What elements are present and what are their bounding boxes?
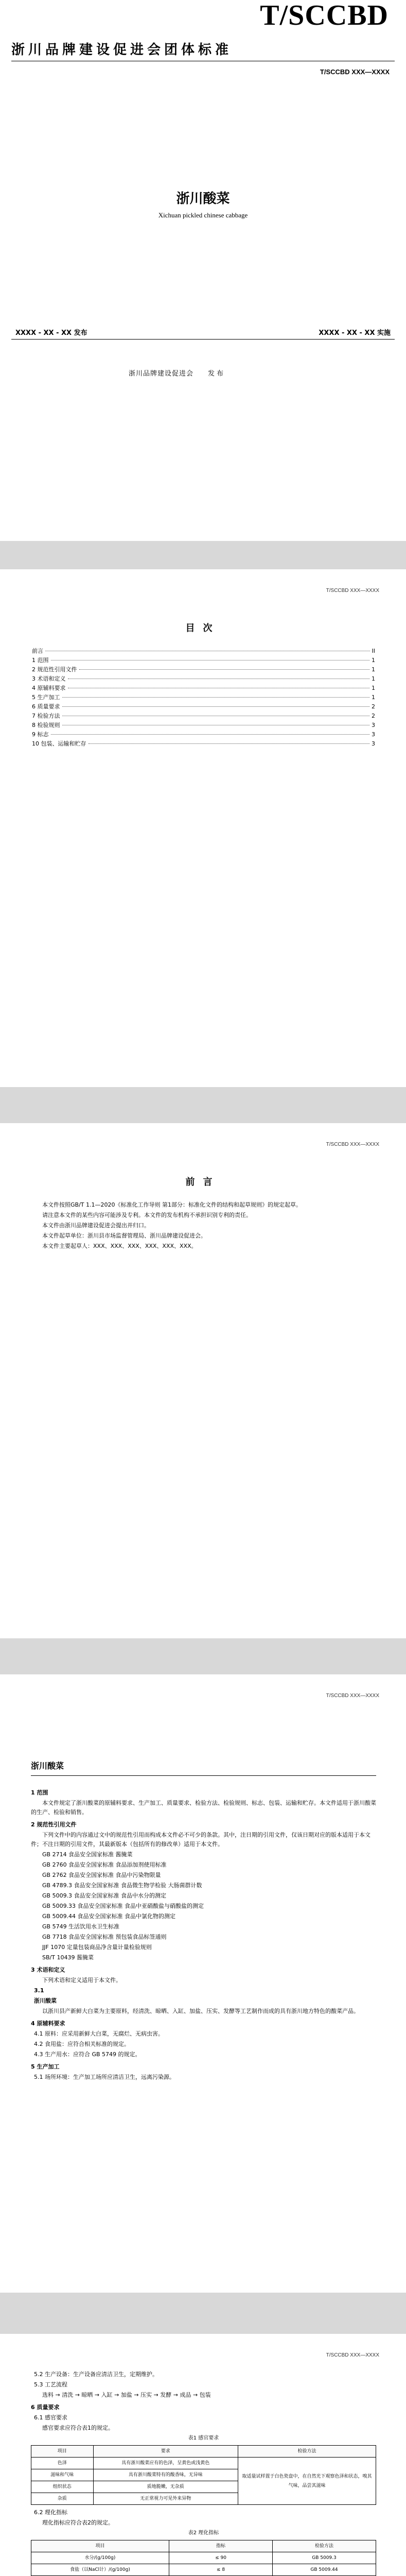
table-row: 食盐（以NaCl计）/(g/100g) ≤ 8 GB 5009.44 [31, 2564, 376, 2576]
toc-item[interactable]: 10 包装、运输和贮存 3 [32, 740, 375, 747]
table-caption: 表2 理化指标 [188, 2530, 219, 2536]
body-section-list [31, 2370, 376, 2576]
reference-item: GB 2714 食品安全国家标准 酱腌菜 [42, 1851, 133, 1858]
toc-page [0, 569, 406, 1087]
toc-item[interactable]: 1 范围 1 [32, 657, 375, 664]
toc-item[interactable]: 9 标志 3 [32, 731, 375, 738]
section-text: 本文件规定了浙川酸菜的原辅料要求、生产加工、质量要求、检验方法、检验规则、标志、包装、运输和贮存。本文件适用于浙川酸菜的生产、检验和销售。 [31, 1800, 376, 1816]
standard-number: T/SCCBD XXX—XXXX [320, 68, 390, 76]
reference-item: GB 4789.3 食品安全国家标准 食品微生物学检验 大肠菌群计数 [42, 1882, 202, 1889]
term-number: 3.1 [34, 1987, 44, 1994]
toc-item[interactable]: 3 术语和定义 1 [32, 675, 375, 682]
physicochemical-table [31, 2540, 376, 2576]
table-row: 水分/(g/100g) ≤ 90 GB 5009.3 [31, 2552, 376, 2564]
running-header: T/SCCBD XXX—XXXX [326, 588, 379, 594]
issuer-line [129, 368, 225, 378]
running-header: T/SCCBD XXX—XXXX [326, 1142, 379, 1147]
section-text: 理化指标应符合表2的规定。 [42, 2519, 114, 2526]
foreword-paragraph: 请注意本文件的某些内容可能涉及专利。本文件的发布机构不承担识别专利的责任。 [42, 1212, 252, 1218]
issuer-name: 浙川品牌建设促进会 [129, 370, 194, 378]
reference-item: GB 5749 生活饮用水卫生标准 [42, 1923, 120, 1930]
section-heading: 1 范围 [31, 1789, 48, 1796]
table-row: 组织状态 质地脆嫩，无杂质 [31, 2481, 376, 2493]
toc-item[interactable]: 7 检验方法 2 [32, 713, 375, 719]
toc-item[interactable]: 6 质量要求 2 [32, 703, 375, 710]
body-section-list [31, 1785, 376, 2083]
process-flow: 选料 → 清洗 → 晾晒 → 入缸 → 加盐 → 压实 → 发酵 → 成品 → 包装 [42, 2392, 211, 2398]
toc-heading: 目次 [185, 623, 221, 634]
foreword-paragraph: 本文件主要起草人：XXX、XXX、XXX、XXX、XXX、XXX。 [42, 1243, 197, 1249]
body-page-2 [0, 2334, 406, 2576]
reference-item: GB 5009.44 食品安全国家标准 食品中氯化物的测定 [42, 1913, 176, 1920]
toc-item[interactable]: 前言 II [32, 648, 375, 654]
document-title-en: Xichuan pickled chinese cabbage [158, 211, 248, 219]
toc-item[interactable]: 8 检验规则 3 [32, 722, 375, 728]
clause-item: 5.1 场所环境：生产加工场所应清洁卫生，远离污染源。 [34, 2074, 175, 2080]
title-rule [31, 1775, 376, 1776]
document-title: 浙川酸菜 [176, 191, 230, 207]
running-header: T/SCCBD XXX—XXXX [326, 2352, 379, 2358]
term-name: 浙川酸菜 [34, 1997, 57, 2004]
foreword-paragraph: 本文件按照GB/T 1.1—2020《标准化工作导则 第1部分：标准化文件的结构和起草规则》的规定起草。 [42, 1201, 302, 1208]
toc-item[interactable]: 5 生产加工 1 [32, 694, 375, 701]
table-caption: 表1 感官要求 [188, 2435, 219, 2441]
section-text: 感官要求应符合表1的规定。 [42, 2425, 114, 2431]
toc-list [32, 647, 375, 749]
clause-item: 5.2 生产设备：生产设备应清洁卫生，定期维护。 [34, 2371, 158, 2378]
foreword-paragraph: 本文件由浙川品牌建设促进会提出并归口。 [42, 1222, 150, 1229]
foreword-heading: 前言 [185, 1177, 221, 1188]
table-row: 杂质 无正常视力可见外来异物 [31, 2493, 376, 2505]
running-header: T/SCCBD XXX—XXXX [326, 1693, 379, 1699]
reference-item: GB 7718 食品安全国家标准 预包装食品标签通则 [42, 1934, 167, 1940]
clause-item: 4.3 生产用水：应符合 GB 5749 的规定。 [34, 2051, 141, 2058]
toc-item[interactable]: 2 规范性引用文件 1 [32, 666, 375, 673]
term-definition: 以浙川县产新鲜大白菜为主要原料，经清洗、晾晒、入缸、加盐、压实、发酵等工艺制作而成的具有浙川地方特色的酸菜产品。 [42, 2008, 359, 2014]
clause-item: 4.2 食用盐：应符合相关标准的规定。 [34, 2041, 130, 2047]
section-text: 下列术语和定义适用于本文件。 [42, 1977, 121, 1984]
body-page-1 [0, 1674, 406, 2293]
clause-item: 6.2 理化指标 [34, 2509, 67, 2516]
cover-page [0, 0, 406, 541]
toc-item[interactable]: 4 原辅料要求 1 [32, 685, 375, 691]
table-row: 色泽 具有浙川酸菜应有的色泽，呈黄色或浅黄色 取适量试样置于白色瓷盘中，在自然光下观察色泽和状态，嗅其气味，品尝其滋味 [31, 2458, 376, 2469]
footer-rule [11, 339, 395, 340]
section-heading: 3 术语和定义 [31, 1967, 65, 1973]
clause-item: 4.1 原料：应采用新鲜大白菜，无腐烂、无病虫害。 [34, 2030, 164, 2037]
section-heading: 4 原辅料要求 [31, 2020, 65, 2027]
section-text: 下列文件中的内容通过文中的规范性引用而构成本文件必不可少的条款。其中，注日期的引用文件，仅该日期对应的版本适用于本文件；不注日期的引用文件，其最新版本（包括所有的修改单）适用于本文件。 [31, 1832, 370, 1848]
section-heading: 6 质量要求 [31, 2404, 60, 2411]
foreword-body [31, 1200, 376, 1252]
reference-item: GB 5009.3 食品安全国家标准 食品中水分的测定 [42, 1892, 167, 1899]
table-header-row: 项目 要求 检验方法 [31, 2446, 376, 2458]
reference-item: JJF 1070 定量包装商品净含量计量检验规则 [42, 1944, 152, 1951]
publish-date: XXXX - XX - XX 发布 [15, 329, 87, 337]
section-heading: 5 生产加工 [31, 2063, 60, 2070]
foreword-page [0, 1123, 406, 1638]
standard-logo: T/SCCBD [260, 0, 389, 31]
reference-item: GB 2762 食品安全国家标准 食品中污染物限量 [42, 1872, 161, 1878]
section-heading: 2 规范性引用文件 [31, 1821, 77, 1828]
issue-word: 发布 [208, 370, 226, 378]
clause-item: 6.1 感官要求 [34, 2414, 67, 2421]
reference-item: GB 5009.33 食品安全国家标准 食品中亚硝酸盐与硝酸盐的测定 [42, 1903, 204, 1909]
org-header: 浙川品牌建设促进会团体标准 [11, 42, 233, 58]
table-header-row: 项目 指标 检验方法 [31, 2540, 376, 2552]
body-title: 浙川酸菜 [31, 1761, 64, 1771]
reference-item: SB/T 10439 酱腌菜 [42, 1954, 94, 1961]
clause-item: 5.3 工艺流程 [34, 2381, 67, 2388]
foreword-paragraph: 本文件起草单位：浙川县市场监督管理局、浙川品牌建设促进会。 [42, 1232, 206, 1239]
sensory-table [31, 2445, 376, 2505]
implement-date: XXXX - XX - XX 实施 [319, 329, 391, 337]
table-row: 滋味和气味 具有浙川酸菜特有的酸香味，无异味 [31, 2469, 376, 2481]
reference-item: GB 2760 食品安全国家标准 食品添加剂使用标准 [42, 1861, 167, 1868]
